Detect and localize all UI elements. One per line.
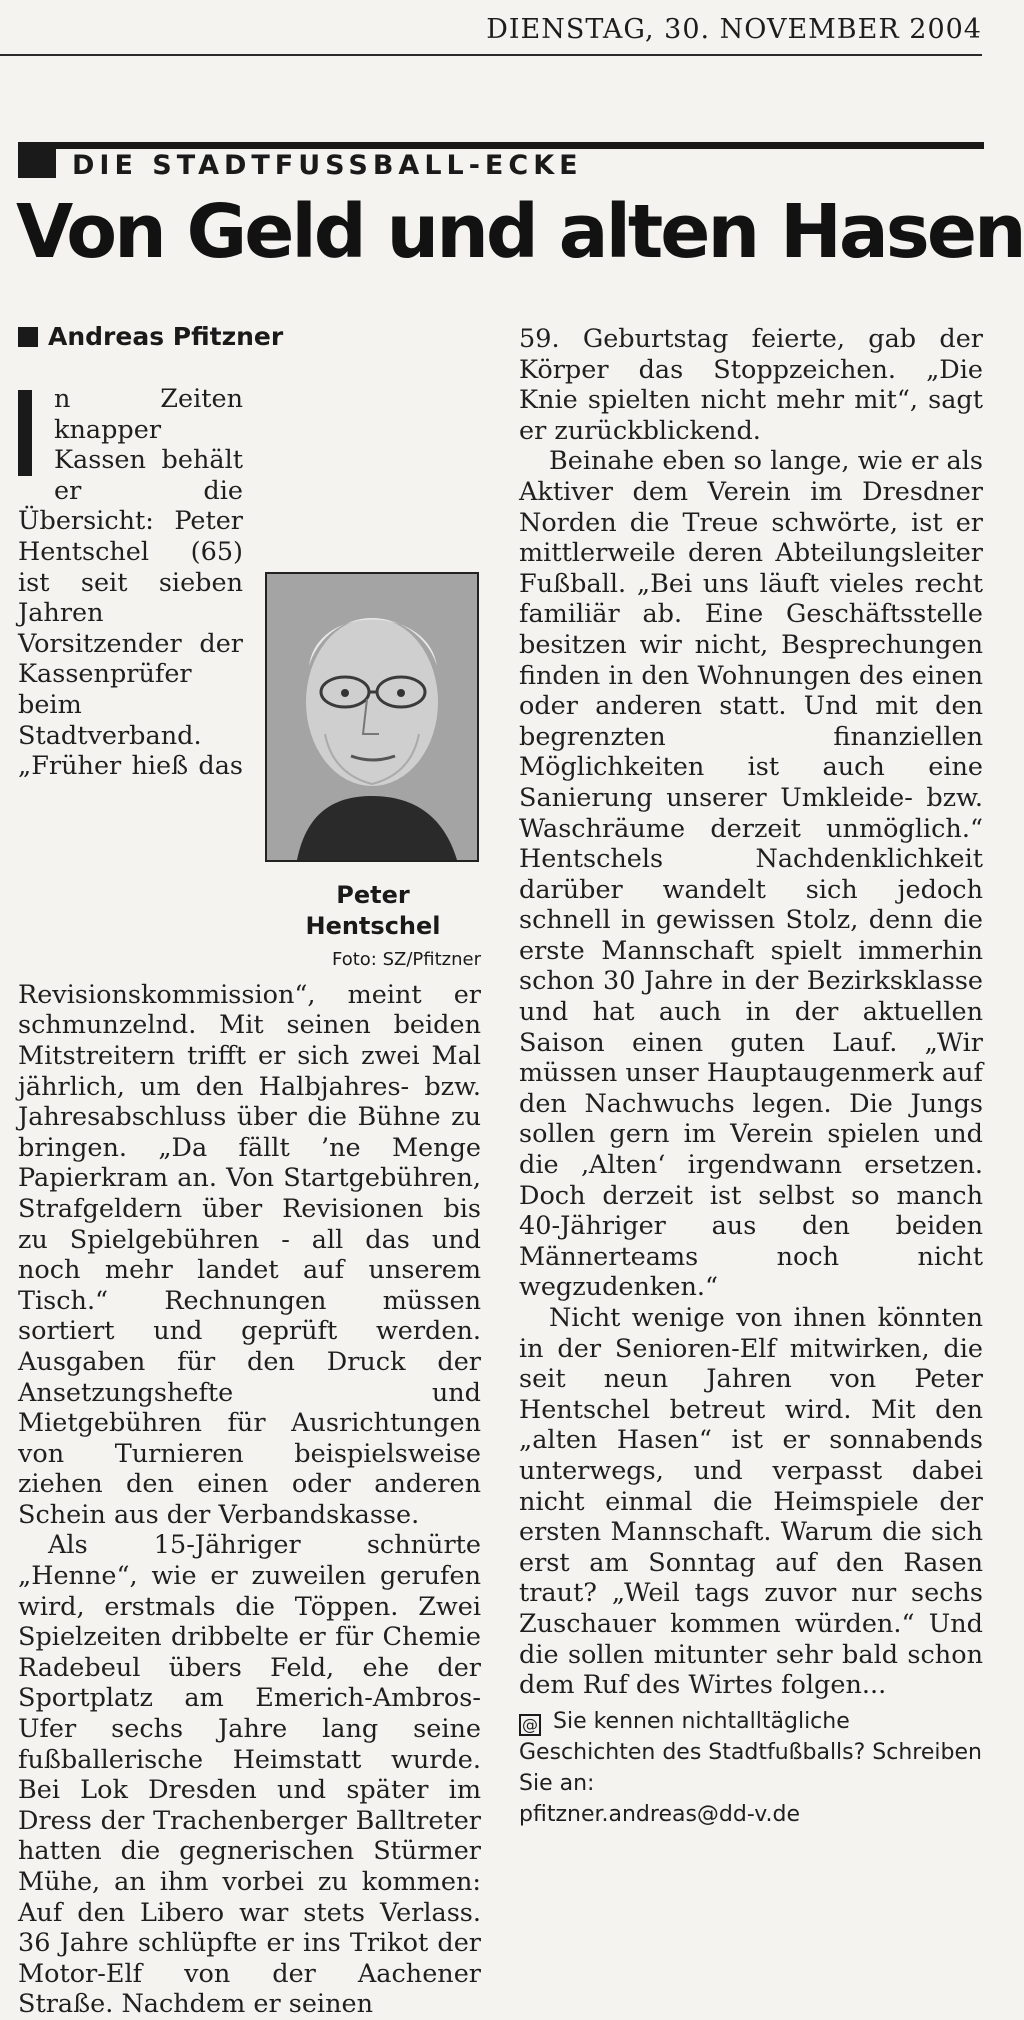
contact-box [519, 1706, 989, 1830]
kicker-block [18, 142, 56, 178]
contact-text: Sie kennen nichtalltägliche Geschichten des Stadtfußballs? Schreiben Sie an: [519, 1709, 982, 1796]
photo-caption: Peter Hentschel [305, 881, 441, 940]
contact-email[interactable]: pfitzner.andreas@dd-v.de [519, 1802, 801, 1827]
photo-credit: Foto: SZ/Pfitzner [332, 949, 481, 971]
portrait-illustration [267, 574, 477, 860]
kicker-rule [18, 142, 984, 149]
paragraph: Beinahe eben so lange, wie er als Aktiver dem Verein im Dresdner Norden die Treue schwörte, ist er mittlerweile deren Abteilungsleiter Fußball. „Bei uns läuft vieles recht familiär ab. Eine Geschäftsstelle besitzen wir nicht, Besprechungen finden in den Wohnungen des einen oder anderen statt. Und mit den begrenzten finanziellen Möglichkeiten ist auch eine Sanierung unserer Umkleide- bzw. Waschräume derzeit unmöglich.“ Hentschels Nachdenklichkeit darüber wandelt sich jedoch schnell in gewissen Stolz, denn die erste Mannschaft spielt immerhin schon 30 Jahre in der Bezirksklasse und hat auch in der aktuellen Saison einen guten Lauf. „Wir müssen unser Hauptaugenmerk auf den Nachwuchs legen. Die Jungs sollen gern im Verein spielen und die ‚Alten‘ irgendwann ersetzen. Doch derzeit ist selbst so manch 40-Jähriger aus den beiden Männerteams noch nicht wegzudenken.“ [519, 446, 983, 1303]
article-left-column [18, 384, 481, 2020]
dateline: DIENSTAG, 30. NOVEMBER 2004 [486, 14, 982, 45]
header-rule [0, 54, 982, 56]
paragraph: 59. Geburtstag feierte, gab der Körper das Stoppzeichen. „Die Knie spielten nicht mehr mit“, sagt er zurückblickend. [519, 324, 983, 446]
article-right-column [519, 324, 983, 1701]
drop-initial-bar [18, 390, 32, 476]
portrait-photo [265, 572, 479, 862]
byline-square-icon [18, 327, 38, 347]
byline [18, 322, 283, 351]
headline: Von Geld und alten Hasen [16, 189, 1024, 275]
paragraph: Nicht wenige von ihnen könnten in der Senioren-Elf mitwirken, die seit neun Jahren von Peter Hentschel betreut wird. Mit den „alten Hasen“ ist er sonnabends unterwegs, und verpasst dabei nicht einmal die Heimspiele der ersten Mannschaft. Warum die sich erst am Sonntag auf den Rasen traut? „Weil tags zuvor nur sechs Zuschauer kommen würden.“ Und die sollen mitunter sehr bald schon dem Ruf des Wirtes folgen... [519, 1303, 983, 1701]
paragraph: n Zeiten knapper Kassen behält er die Übersicht: Peter Hentschel (65) ist seit sieben Jahren Vorsitzender der Kassenprüfer beim Stadtverband. „Früher hieß das Revisionskommission“, meint er schmunzelnd. Mit seinen beiden Mitstreitern trifft er sich zwei Mal jährlich, um den Halbjahres- bzw. Jahresabschluss über die Bühne zu bringen. „Da fällt ’ne Menge Papierkram an. Von Startgebühren, Strafgeldern über Revisionen bis zu Spielgebühren - all das und noch mehr landet auf unserem Tisch.“ Rechnungen müssen sortiert und geprüft werden. Ausgaben für den Druck der Ansetzungshefte und Mietgebühren für Ausrichtungen von Turnieren beispielsweise ziehen den einen oder anderen Schein aus der Verbandskasse. [18, 384, 481, 1530]
at-sign-icon: @ [519, 1714, 541, 1736]
author-name: Andreas Pfitzner [48, 322, 284, 351]
column-kicker: DIE STADTFUSSBALL-ECKE [72, 150, 583, 181]
paragraph: Als 15-Jähriger schnürte „Henne“, wie er zuweilen gerufen wird, erstmals die Töppen. Zwei Spielzeiten dribbelte er für Chemie Radebeul übers Feld, ehe der Sportplatz am Emerich-Ambros-Ufer sechs Jahre lang seine fußballerische Heimstatt wurde. Bei Lok Dresden und später im Dress der Trachenberger Balltreter hatten die gegnerischen Stürmer Mühe, an ihm vorbei zu kommen: Auf den Libero war stets Verlass. 36 Jahre schlüpfte er ins Trikot der Motor-Elf von der Aachener Straße. Nachdem er seinen [18, 1530, 481, 2020]
photo-block [265, 572, 481, 976]
